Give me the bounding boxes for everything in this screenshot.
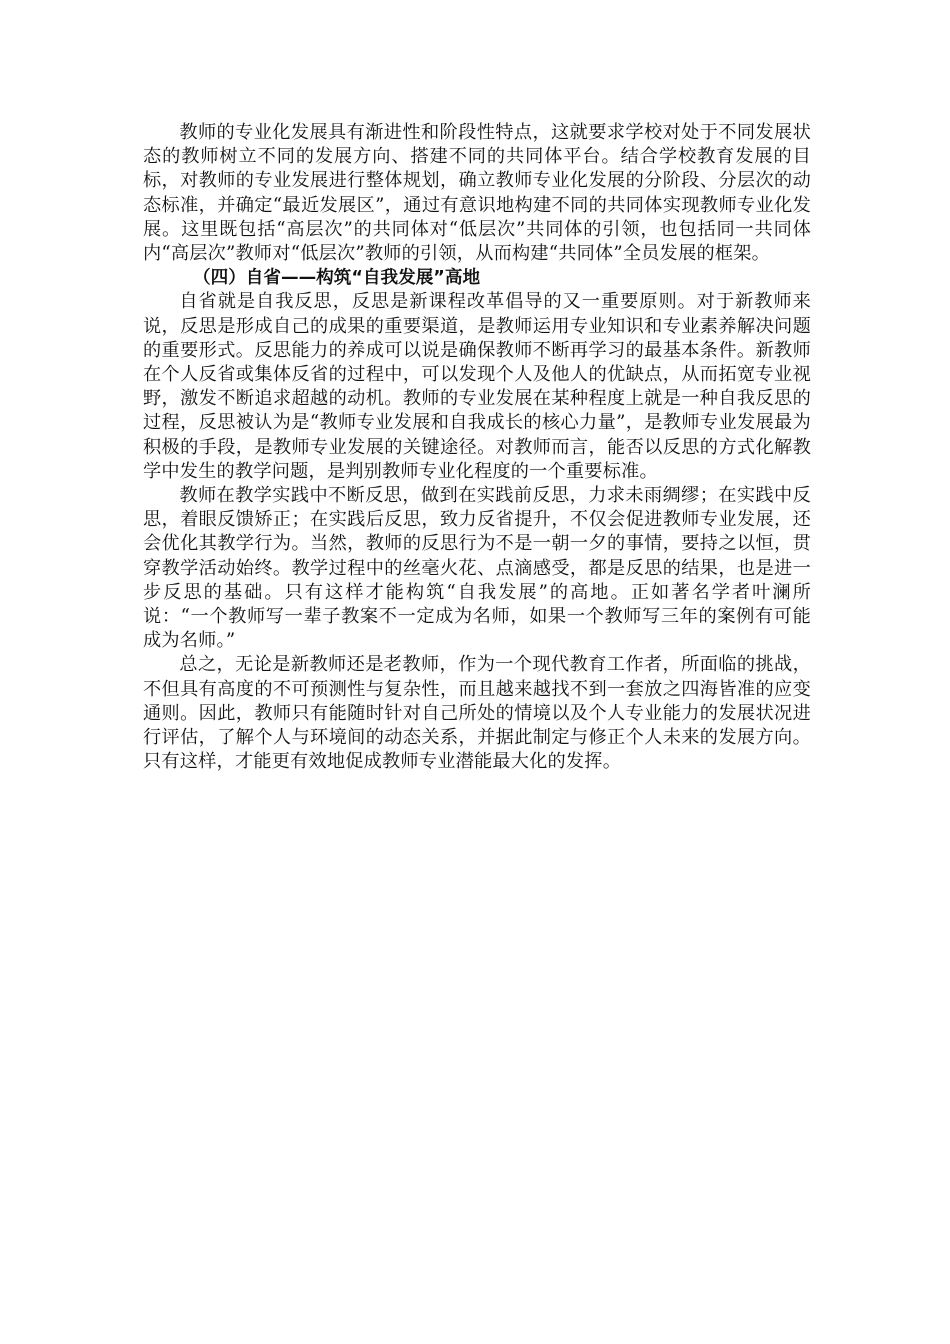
section-heading: （四）自省——构筑“自我发展”高地	[193, 268, 481, 289]
paragraph-2: 自省就是自我反思，反思是新课程改革倡导的又一重要原则。对于新教师来说，反思是形成自己的成果的重要渠道，是教师运用专业知识和专业素养解决问题的重要形式。反思能力的养成可以说是确保教师不断再学习的最基本条件。新教师在个人反省或集体反省的过程中，可以发现个人及他人的优缺点，从而拓宽专业视野，激发不断追求超越的动机。教师的专业发展在某种程度上就是一种自我反思的过程，反思被认为是“教师专业发展和自我成长的核心力量”，是教师专业发展最为积极的手段，是教师专业发展的关键途径。对教师而言，能否以反思的方式化解教学中发生的教学问题，是判别教师专业化程度的一个重要标准。	[143, 291, 811, 482]
paragraph-3: 教师在教学实践中不断反思，做到在实践前反思，力求未雨绸缪；在实践中反思，着眼反馈矫正；在实践后反思，致力反省提升，不仅会促进教师专业发展，还会优化其教学行为。当然，教师的反思行为不是一朝一夕的事情，要持之以恒，贯穿教学活动始终。教学过程中的丝毫火花、点滴感受，都是反思的结果，也是进一步反思的基础。只有这样才能构筑“自我发展”的高地。正如著名学者叶澜所说：“一个教师写一辈子教案不一定成为名师，如果一个教师写三年的案例有可能成为名师。”	[143, 485, 811, 652]
document-page	[143, 121, 811, 774]
paragraph-1: 教师的专业化发展具有渐进性和阶段性特点，这就要求学校对处于不同发展状态的教师树立不同的发展方向、搭建不同的共同体平台。结合学校教育发展的目标，对教师的专业发展进行整体规划，确立教师专业化发展的分阶段、分层次的动态标准，并确定“最近发展区”，通过有意识地构建不同的共同体实现教师专业化发展。这里既包括“高层次”的共同体对“低层次”共同体的引领，也包括同一共同体内“高层次”教师对“低层次”教师的引领，从而构建“共同体”全员发展的框架。	[143, 122, 811, 265]
paragraph-4: 总之，无论是新教师还是老教师，作为一个现代教育工作者，所面临的挑战，不但具有高度的不可预测性与复杂性，而且越来越找不到一套放之四海皆准的应变通则。因此，教师只有能随时针对自己所处的情境以及个人专业能力的发展状况进行评估，了解个人与环境间的动态关系，并据此制定与修正个人未来的发展方向。只有这样，才能更有效地促成教师专业潜能最大化的发挥。	[143, 654, 811, 773]
